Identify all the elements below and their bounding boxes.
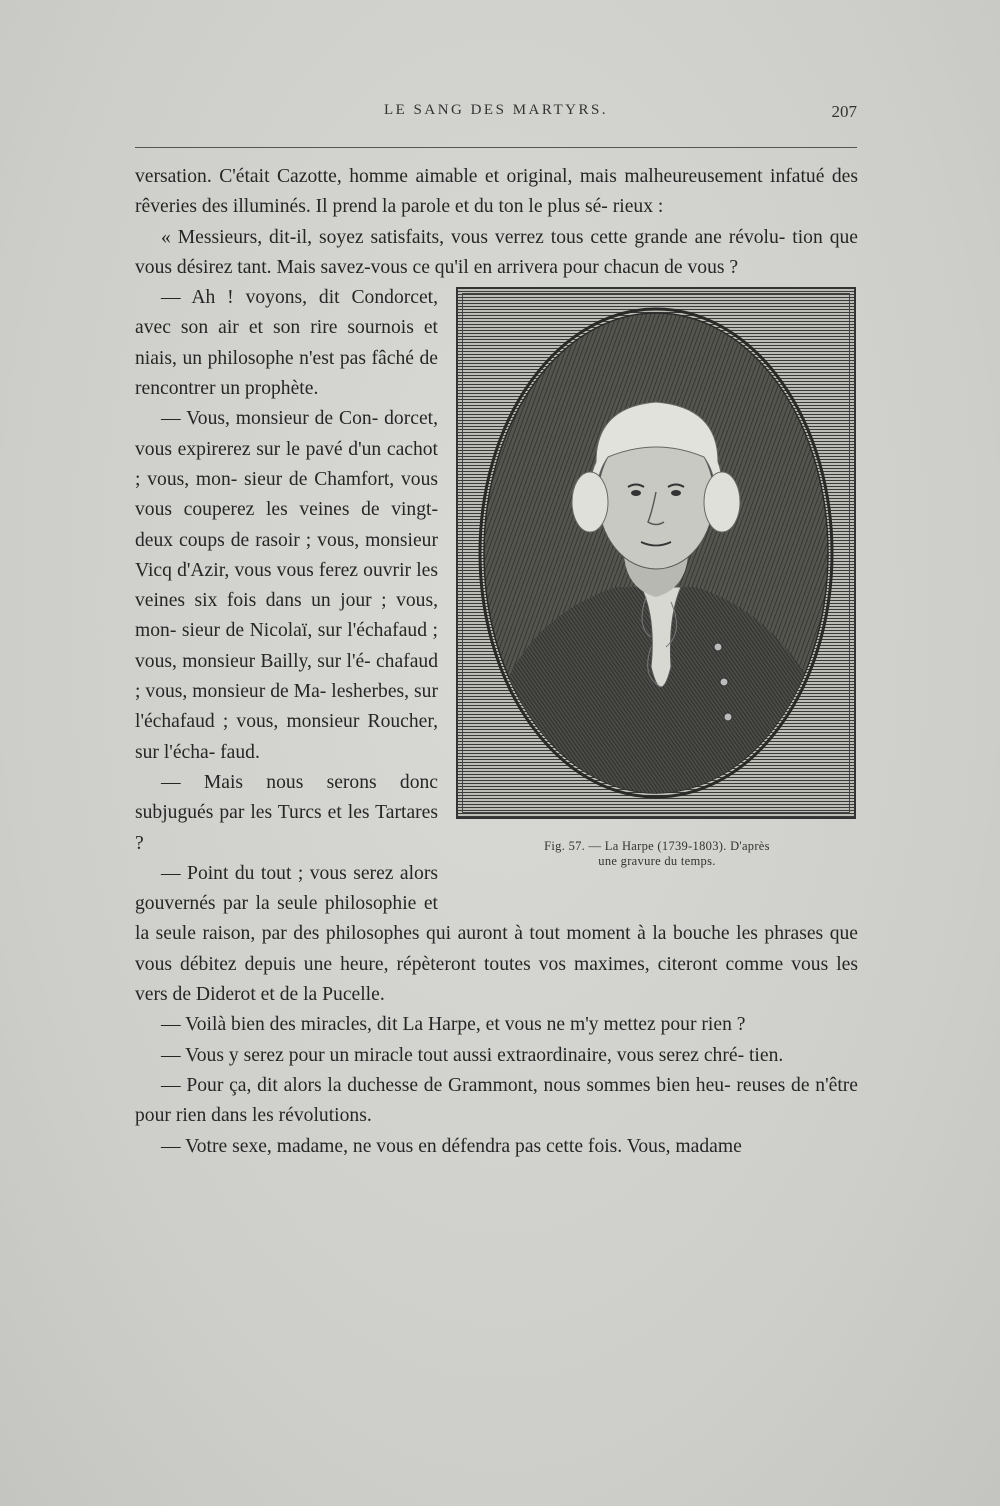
paragraph-6: — Point du tout ; vous serez alors gouvernés par la seule philosophie et la seule raison, par des philosophes qui auront à tout moment à la bouche les phrases que vous débitez depuis une heure, répèteront toutes vos maximes, citeront comme vous les vers de Diderot et de la Pucelle.: [135, 862, 858, 1006]
figure-caption: [456, 839, 858, 869]
caption-line-2: une gravure du temps.: [598, 854, 716, 869]
paragraph-10: — Votre sexe, madame, ne vous en défendra pas cette fois. Vous, madame: [161, 1135, 742, 1157]
body-text: [135, 162, 858, 1162]
paragraph-8: — Vous y serez pour un miracle tout aussi extraordinaire, vous serez chré- tien.: [161, 1044, 784, 1066]
paragraph-4: — Vous, monsieur de Con- dorcet, vous expirerez sur le pavé d'un cachot ; vous, mon- sieur de Chamfort, vous vous couperez les veines de vingt- deux coups de rasoir ; vous, monsieur Vicq d'Azir, vous vous ferez ouvrir les veines six fois dans un jour ; vous, mon- sieur de Nicolaï, sur l'échafaud ; vous, monsieur Bailly, sur l'é- chafaud ; vous, monsieur de Ma- lesherbes, sur l'échafaud ; vous, monsieur Roucher, sur l'écha- faud.: [135, 408, 438, 763]
header-rule: [135, 147, 857, 148]
page-header: [135, 102, 857, 126]
page-number: 207: [831, 102, 857, 121]
paragraph-2: « Messieurs, dit-il, soyez satisfaits, vous verrez tous cette grande ane révolu- tion que vous désirez tant. Mais savez-vous ce qu'il en arrivera pour chacun de vous ?: [135, 226, 858, 278]
paragraph-1: versation. C'était Cazotte, homme aimable et original, mais malheureusement infatué des rêveries des illuminés. Il prend la parole et du ton le plus sé- rieux :: [135, 166, 858, 218]
paragraph-5: — Mais nous serons donc subjugués par les Turcs et les Tartares ?: [135, 771, 438, 854]
wig-curl-right: [704, 472, 740, 532]
wig-curl-left: [572, 472, 608, 532]
paragraph-9: — Pour ça, dit alors la duchesse de Grammont, nous sommes bien heu- reuses de n'être pour rien dans les révolutions.: [135, 1074, 858, 1127]
caption-line-1: Fig. 57. — La Harpe (1739-1803). D'après: [544, 839, 770, 854]
figure-la-harpe: [456, 287, 858, 887]
paragraph-3: — Ah ! voyons, dit Condorcet, avec son air et son rire sournois et niais, un philosophe n'est pas fâché de rencontrer un prophète.: [135, 287, 438, 400]
portrait-engraving: [456, 287, 856, 819]
paragraph-7: — Voilà bien des miracles, dit La Harpe, et vous ne m'y mettez pour rien ?: [161, 1014, 746, 1036]
running-title: LE SANG DES MARTYRS.: [383, 102, 609, 118]
